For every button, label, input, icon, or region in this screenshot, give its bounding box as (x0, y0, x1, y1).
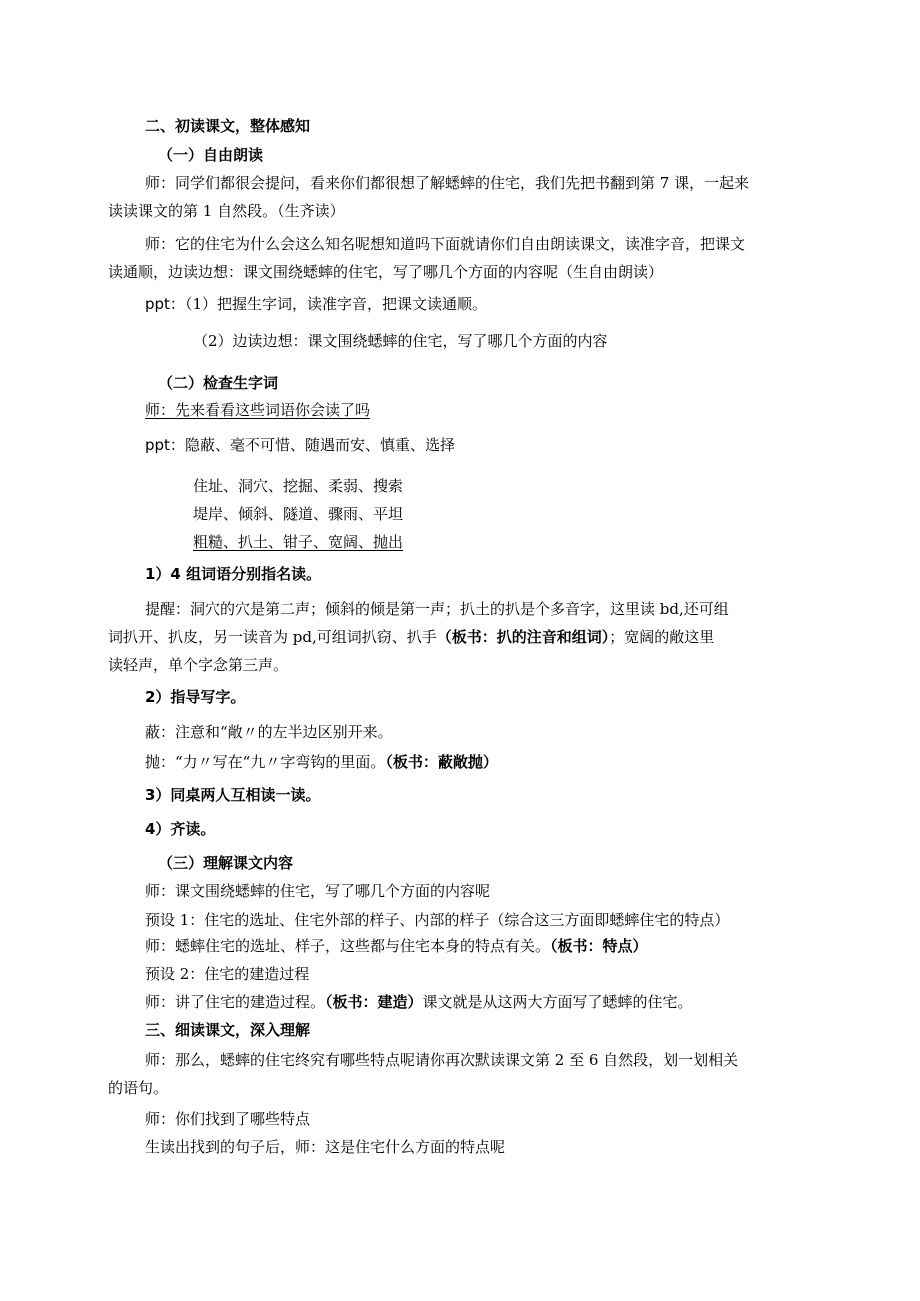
paragraph-line: 师：那么，蟋蟀的住宅终究有哪些特点呢请你再次默读课文第 2 至 6 自然段，划一划相关 (145, 1051, 739, 1069)
paragraph-line: 师：你们找到了哪些特点 (145, 1110, 311, 1128)
text-run: 抛：“力〃写在“九〃字弯钩的里面。 (145, 753, 386, 771)
text-run: ；宽阔的敞这里 (609, 628, 715, 646)
subsection-heading: （二）检查生字词 (158, 374, 279, 392)
paragraph-line: 预设 2：住宅的建造过程 (145, 965, 310, 983)
ppt-label: ppt： (145, 436, 185, 454)
ppt-item: （2）边读边想：课文围绕蟋蟀的住宅，写了哪几个方面的内容 (193, 332, 608, 350)
board-note: （板书：特点） (550, 937, 648, 955)
paragraph-line: 师：同学们都很会提问，看来你们都很想了解蟋蟀的住宅，我们先把书翻到第 7 课，一起来 (145, 174, 750, 192)
paragraph-line (145, 991, 693, 1013)
board-note: （板书：蔽敞抛） (385, 753, 498, 771)
board-note: （板书：建造） (325, 993, 423, 1011)
text-run: 课文就是从这两大方面写了蟋蟀的住宅。 (422, 993, 693, 1011)
paragraph-line: 的语句。 (108, 1079, 169, 1097)
step-heading: 3）同桌两人互相读一读。 (145, 786, 321, 804)
ppt-label: ppt： (145, 295, 185, 313)
word-group: 住址、洞穴、挖掘、柔弱、搜索 (193, 477, 404, 495)
paragraph-line: 提醒：洞穴的穴是第二声；倾斜的倾是第一声；扒土的扒是个多音字，这里读 bd,还可组 (145, 600, 729, 618)
ppt-line (145, 293, 487, 315)
paragraph-line: 读轻声，单个字念第三声。 (108, 656, 289, 674)
paragraph-line: 师：先来看看这些词语你会读了吗 (145, 401, 371, 419)
paragraph-line (108, 626, 714, 648)
subsection-heading: （三）理解课文内容 (158, 854, 294, 872)
paragraph-line (145, 751, 498, 773)
paragraph-line: 读通顺，边读边想：课文围绕蟋蟀的住宅，写了哪几个方面的内容呢（生自由朗读） (108, 263, 664, 281)
ppt-line (145, 434, 455, 456)
text-run: 词扒开、扒皮，另一读音为 pd,可组词扒窃、扒手 (108, 628, 437, 646)
paragraph-line: 蔽：注意和“敞〃的左半边区别开来。 (145, 723, 393, 741)
paragraph-line: 预设 1：住宅的选址、住宅外部的样子、内部的样子（综合这三方面即蟋蟀住宅的特点） (145, 911, 730, 929)
board-note: （板书：扒的注音和组词） (436, 628, 610, 646)
text-run: 师：蟋蟀住宅的选址、样子，这些都与住宅本身的特点有关。 (145, 937, 551, 955)
paragraph-line: 读读课文的第 1 自然段。（生齐读） (108, 202, 345, 220)
step-heading: 1）4 组词语分别指名读。 (145, 565, 322, 583)
ppt-item: （1）把握生字词，读准字音，把课文读通顺。 (184, 295, 487, 313)
paragraph-line: 师：它的住宅为什么会这么知名呢想知道吗下面就请你们自由朗读课文，读准字音，把课文 (145, 235, 746, 253)
text-run: 师：讲了住宅的建造过程。 (145, 993, 326, 1011)
word-group: 堤岸、倾斜、隧道、骤雨、平坦 (193, 505, 404, 523)
paragraph-line: 师：课文围绕蟋蟀的住宅，写了哪几个方面的内容呢 (145, 882, 491, 900)
paragraph-line (145, 935, 648, 957)
subsection-heading: （一）自由朗读 (158, 146, 264, 164)
step-heading: 2）指导写字。 (145, 688, 246, 706)
word-group: 粗糙、扒土、钳子、宽阔、抛出 (193, 533, 404, 551)
word-group: 隐蔽、毫不可惜、随遇而安、慎重、选择 (184, 436, 455, 454)
section-heading: 三、细读课文，深入理解 (145, 1021, 311, 1039)
section-heading: 二、初读课文，整体感知 (145, 117, 311, 135)
step-heading: 4）齐读。 (145, 820, 216, 838)
paragraph-line: 生读出找到的句子后，师：这是住宅什么方面的特点呢 (145, 1138, 506, 1156)
